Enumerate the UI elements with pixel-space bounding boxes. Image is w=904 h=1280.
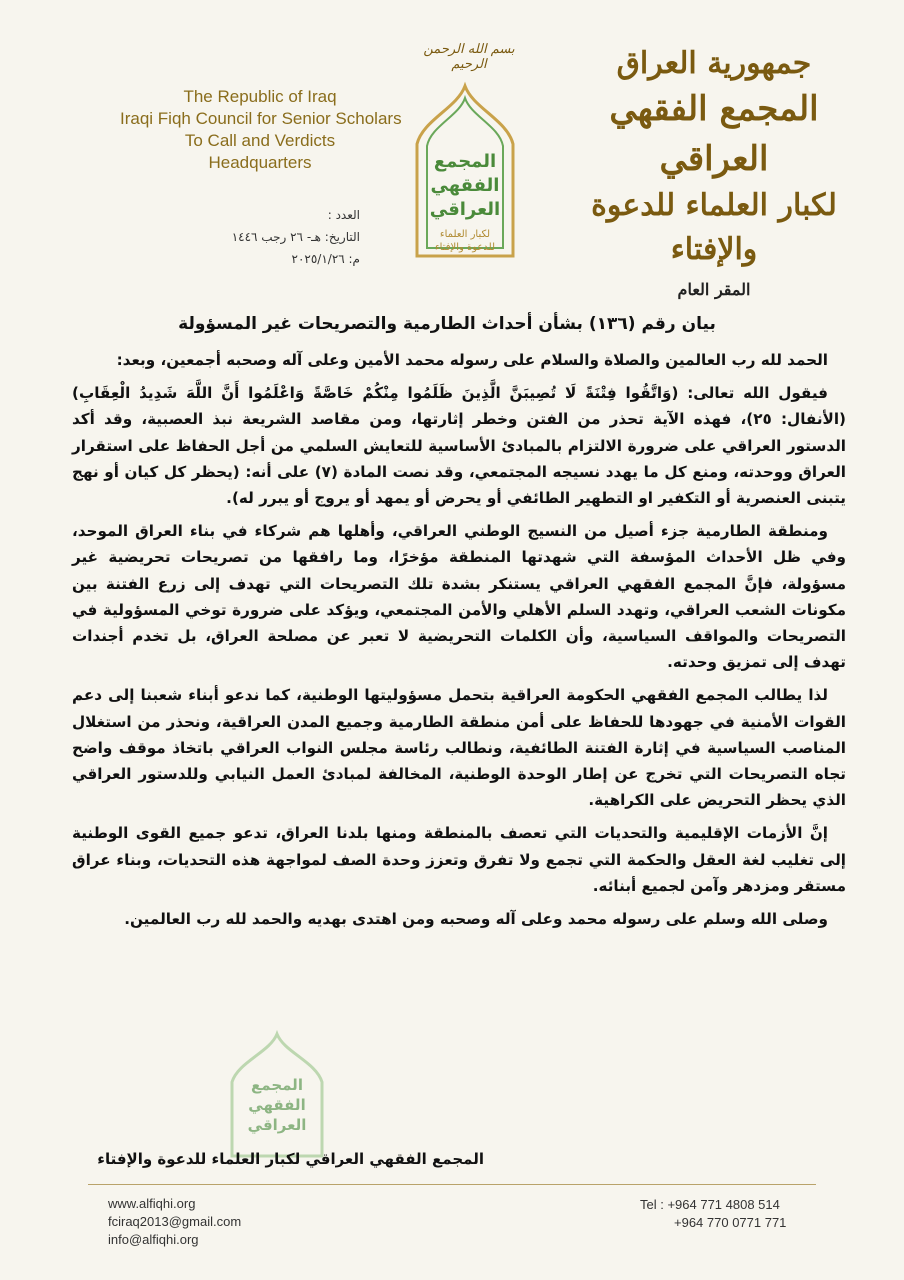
paragraph: إنَّ الأزمات الإقليمية والتحديات التي تعصف بالمنطقة ومنها بلدنا العراق، تدعو جميع القوى الوطنية إلى تغليب لغة العقل والحكمة التي تجمع ولا تفرق وتعزز وحدة الصف لمواجهة هذه التحديات، وبناء عراق مستقر ومزدهر وآمن لجميع أبنائه. xyxy=(72,824,846,895)
english-line: The Republic of Iraq xyxy=(183,87,337,106)
website-link[interactable]: www.alfiqhi.org xyxy=(108,1196,196,1211)
english-line: Iraqi Fiqh Council for Senior Scholars xyxy=(120,109,402,128)
number-label: العدد : xyxy=(327,208,360,222)
footer-contacts xyxy=(108,1195,241,1249)
watermark-line: العراقي xyxy=(247,1116,307,1134)
paragraph: لذا يطالب المجمع الفقهي الحكومة العراقية بتحمل مسؤوليتها الوطنية، كما ندعو أبناء شعبنا إلى دعم القوات الأمنية في جهودها للحفاظ على أمن منطقة الطارمية وجميع المدن العراقية، ونحذر من استغلال المناصب السياسية في إثارة الفتنة الطائفية، ونطالب رئاسة مجلس النواب العراقي باتخاذ موقف واضح تجاه التصريحات التي تخرج عن إطار الوحدة الوطنية، المخالفة لمبادئ العمل النيابي وللدستور العراقي الذي يحظر التحريض على الكراهية. xyxy=(72,686,846,810)
arabic-scholars: لكبار العلماء للدعوة والإفتاء xyxy=(591,188,837,267)
watermark-line: الفقهي xyxy=(248,1096,306,1114)
paragraph: ومنطقة الطارمية جزء أصيل من النسيج الوطني العراقي، وأهلها هم شركاء في بناء العراق الموحد، وفي ظل الأحداث المؤسفة التي شهدتها المنطقة مؤخرًا، وما رافقها من تصريحات تحريضية غير مسؤولة، فإنَّ المجمع الفقهي العراقي يستنكر بشدة تلك التصريحات التي تهدف إلى زرع الفتنة بين مكونات الشعب العراقي، وتهدد السلم الأهلي والأمن المجتمعي، ويؤكد على ضرورة توخي المسؤولية في التصريحات والمواقف السياسية، وأن الكلمات التحريضية لا تعبر عن مصلحة العراق، بل تخدم أجندات تهدف إلى تمزيق وحدته. xyxy=(72,522,846,672)
email-link[interactable]: fciraq2013@gmail.com xyxy=(108,1214,242,1229)
footer-phones xyxy=(640,1196,786,1232)
english-letterhead xyxy=(120,86,400,174)
logo-text xyxy=(405,150,525,222)
logo-line: المجمع xyxy=(433,151,497,172)
english-line: To Call and Verdicts xyxy=(184,131,336,150)
watermark-text xyxy=(222,1075,332,1135)
document-meta xyxy=(180,204,360,270)
footer-divider xyxy=(88,1184,816,1185)
logo-line: العراقي xyxy=(429,199,501,220)
arabic-letterhead xyxy=(564,44,864,299)
phone-number: Tel : +964 771 4808 514 xyxy=(640,1197,780,1212)
basmala: بسم الله الرحمن الرحيم xyxy=(423,42,515,72)
email-link[interactable]: info@alfiqhi.org xyxy=(108,1232,199,1247)
paragraph: الحمد لله رب العالمين والصلاة والسلام على رسوله محمد الأمين وعلى آله وصحبه أجمعين، وبعد: xyxy=(116,351,828,369)
logo-line: الفقهي xyxy=(430,175,500,196)
paragraph: فيقول الله تعالى: (وَاتَّقُوا فِتْنَةً لَا تُصِيبَنَّ الَّذِينَ ظَلَمُوا مِنْكُمْ خَاصَّةً وَاعْلَمُوا أَنَّ اللَّهَ شَدِيدُ الْعِقَابِ) (الأنفال: ٢٥)، فهذه الآية تحذر من الفتن وخطر إثارتها، ومن مقاصد الشريعة نبذ العصبية، وقد أكد الدستور العراقي على ضرورة الالتزام بالمبادئ الأساسية للتعايش السلمي من أجل الحفاظ على استقرار العراق ووحدته، ومنع كل ما يهدد نسيجه المجتمعي، وقد نصت المادة (٧) على أنه: (يحظر كل كيان أو نهج يتبنى العنصرية أو التكفير او التطهير الطائفي أو يحرض أو يمهد أو يروج أو يبرر له). xyxy=(72,384,846,508)
paragraph: وصلى الله وسلم على رسوله محمد وعلى آله وصحبه ومن اهتدى بهديه والحمد لله رب العالمين. xyxy=(124,910,828,929)
arabic-council: المجمع الفقهي العراقي xyxy=(609,89,819,179)
logo-sub-line: لكبار العلماء xyxy=(439,229,491,240)
english-line: Headquarters xyxy=(208,153,312,172)
arabic-republic: جمهورية العراق xyxy=(616,46,812,81)
signature: المجمع الفقهي العراقي لكبار العلماء للدعوة والإفتاء xyxy=(97,1150,484,1168)
watermark-line: المجمع xyxy=(251,1076,303,1094)
logo-subtext xyxy=(405,228,525,254)
arabic-headquarters: المقر العام xyxy=(677,280,751,299)
statement-body xyxy=(72,347,846,939)
statement-title: بيان رقم (١٣٦) بشأن أحداث الطارمية والتصريحات غير المسؤولة xyxy=(178,314,716,334)
date-hijri: التاريخ: هـ- ٢٦ رجب ١٤٤٦ xyxy=(231,230,360,244)
phone-number: +964 770 0771 771 xyxy=(674,1215,787,1230)
logo-sub-line: للدعوة والإفتاء xyxy=(434,242,495,253)
date-gregorian: م: ٢٠٢٥/١/٢٦ xyxy=(291,252,360,266)
